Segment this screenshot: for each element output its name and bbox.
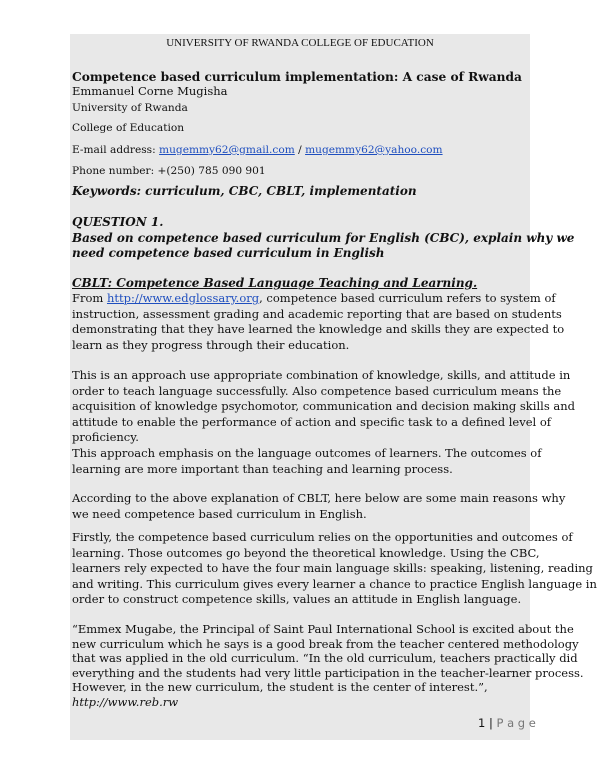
- email-label: E-mail address:: [72, 144, 160, 156]
- affiliation-university: University of Rwanda: [72, 102, 188, 114]
- paragraph-firstly: [72, 530, 597, 608]
- edglossary-link[interactable]: http://www.edglossary.org: [106, 291, 260, 305]
- from-text: From: [72, 291, 107, 305]
- keywords: Keywords: curriculum, CBC, CBLT, implementation: [72, 184, 417, 198]
- quote-line: new curriculum which he says is a good break from the teacher centered methodology: [72, 636, 579, 651]
- paragraph-line: attitude to enable the performance of action and specific task to a defined level of: [72, 414, 552, 429]
- footer-separator: |: [485, 716, 497, 730]
- paragraph-line: learning. Those outcomes go beyond the theoretical knowledge. Using the CBC,: [72, 545, 540, 560]
- page-footer: [478, 716, 536, 730]
- email-separator: /: [294, 144, 306, 156]
- phone-number: Phone number: +(250) 785 090 901: [72, 165, 266, 177]
- paragraph-line: Firstly, the competence based curriculum relies on the opportunities and outcomes of: [72, 530, 573, 544]
- email-link-yahoo[interactable]: mugemmy62@yahoo.com: [305, 144, 443, 156]
- paragraph-line: instruction, assessment grading and academic reporting that are based on students: [72, 306, 562, 321]
- quote-line: that was applied in the old curriculum. “In the old curriculum, teachers practically did: [72, 651, 578, 665]
- paragraph-definition: [72, 291, 565, 353]
- quote-block: [72, 622, 584, 709]
- paragraph-line: According to the above explanation of CBLT, here below are some main reasons why: [72, 491, 566, 505]
- page-header: UNIVERSITY OF RWANDA COLLEGE OF EDUCATION: [166, 37, 434, 49]
- paragraph-line: [72, 291, 556, 307]
- paragraph-line: This is an approach use appropriate combination of knowledge, skills, and attitude in: [72, 368, 571, 382]
- question-text-line1: Based on competence based curriculum for English (CBC), explain why we: [72, 231, 575, 245]
- paragraph-reasons-intro: [72, 491, 566, 522]
- quote-line: However, in the new curriculum, the student is the center of interest.”,: [72, 680, 488, 694]
- question-text-line2: need competence based curriculum in English: [72, 246, 385, 260]
- paragraph-line: and writing. This curriculum gives every learner a chance to practice English language in: [72, 576, 597, 591]
- page-label: P a g e: [496, 716, 536, 730]
- paragraph-line: This approach emphasis on the language outcomes of learners. The outcomes of: [72, 445, 542, 460]
- paragraph-line: learning are more important than teaching and learning process.: [72, 461, 453, 476]
- line-continuation: , competence based curriculum refers to system of: [259, 291, 556, 305]
- paragraph-line: demonstrating that they have learned the knowledge and skills they are expected to: [72, 322, 565, 337]
- document-title: Competence based curriculum implementation: A case of Rwanda: [72, 70, 522, 84]
- quote-source-link[interactable]: http://www.reb.rw: [72, 694, 179, 709]
- email-line: [72, 143, 443, 157]
- section-heading: CBLT: Competence Based Language Teaching and Learning.: [72, 276, 478, 290]
- paragraph-line: order to construct competence skills, values an attitude in English language.: [72, 592, 522, 607]
- question-label: QUESTION 1.: [72, 215, 164, 229]
- author-name: Emmanuel Corne Mugisha: [72, 84, 228, 98]
- quote-line: “Emmex Mugabe, the Principal of Saint Paul International School is excited about the: [72, 622, 574, 636]
- paragraph-line: acquisition of knowledge psychomotor, communication and decision making skills and: [72, 399, 575, 414]
- paragraph-line: proficiency.: [72, 430, 139, 445]
- affiliation-college: College of Education: [72, 122, 185, 134]
- paragraph-approach: [72, 368, 575, 477]
- paragraph-line: learn as they progress through their education.: [72, 337, 350, 352]
- page-number: 1: [478, 716, 486, 730]
- paragraph-line: learners rely expected to have the four main language skills: speaking, listening, reading: [72, 561, 593, 576]
- email-link-gmail[interactable]: mugemmy62@gmail.com: [159, 144, 295, 156]
- paragraph-line: we need competence based curriculum in English.: [72, 506, 367, 521]
- paragraph-line: order to teach language successfully. Also competence based curriculum means the: [72, 383, 562, 398]
- quote-line: everything and the students had very little participation in the teacher-learner process.: [72, 665, 584, 680]
